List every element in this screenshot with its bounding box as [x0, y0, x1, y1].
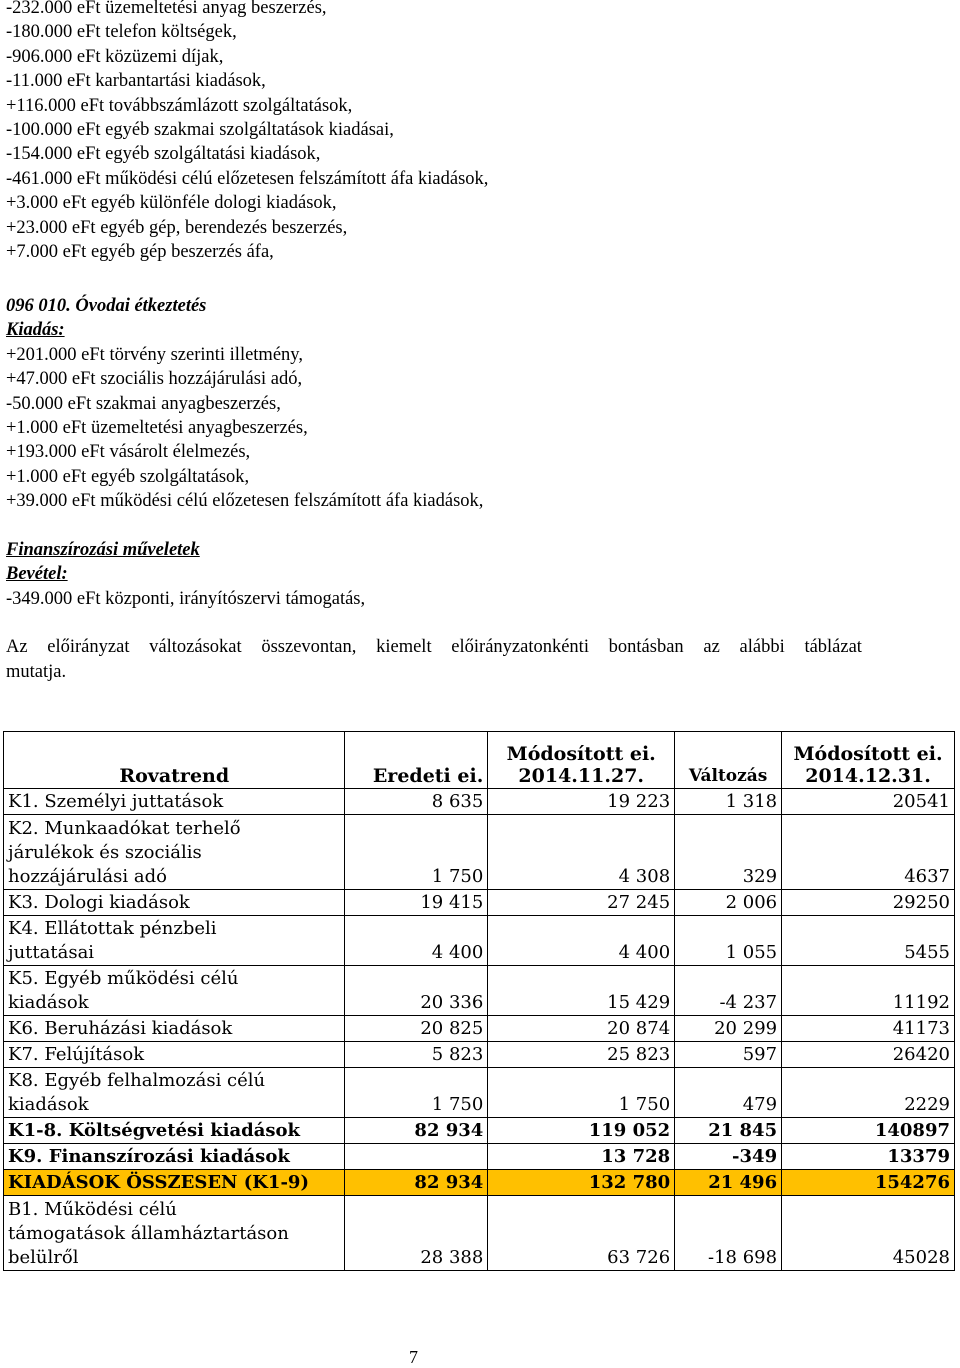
- row-label: KIADÁSOK ÖSSZESEN (K1-9): [4, 1170, 345, 1196]
- table-row: [4, 1118, 955, 1144]
- cell-modositott-1: 4 400: [488, 916, 675, 966]
- list-item: -906.000 eFt közüzemi díjak,: [6, 46, 224, 67]
- paragraph-word: alábbi: [739, 637, 785, 657]
- list-item: +47.000 eFt szociális hozzájárulási adó,: [6, 369, 303, 390]
- row-label: K6. Beruházási kiadások: [4, 1016, 345, 1042]
- list-item: +7.000 eFt egyéb gép beszerzés áfa,: [6, 242, 274, 263]
- header-eredeti: Eredeti ei.: [345, 732, 488, 789]
- list-item: +193.000 eFt vásárolt élelmezés,: [6, 442, 251, 463]
- cell-modositott-1: 19 223: [488, 789, 675, 815]
- cell-modositott-1: 25 823: [488, 1042, 675, 1068]
- cell-valtozas: 21 496: [675, 1170, 782, 1196]
- list-item: -50.000 eFt szakmai anyagbeszerzés,: [6, 393, 281, 414]
- section-title: Finanszírozási műveletek: [6, 540, 200, 560]
- cell-modositott-1: 132 780: [488, 1170, 675, 1196]
- cell-modositott-1: 63 726: [488, 1196, 675, 1271]
- table-header-row: [4, 732, 955, 789]
- page-number: 7: [409, 1347, 418, 1367]
- header-modositott-2: [782, 732, 955, 789]
- header-modositott-1-label: Módosított ei.: [506, 743, 656, 765]
- cell-eredeti: 1 750: [345, 1068, 488, 1118]
- table-row: [4, 815, 955, 890]
- header-modositott-2-label: Módosított ei.: [793, 743, 943, 765]
- cell-modositott-1: 15 429: [488, 966, 675, 1016]
- list-item: -100.000 eFt egyéb szakmai szolgáltatások kiadásai,: [6, 120, 394, 141]
- list-item: -232.000 eFt üzemeltetési anyag beszerzés,: [6, 0, 327, 18]
- header-modositott-1: [488, 732, 675, 789]
- paragraph-word: előirányzatonkénti: [451, 637, 589, 657]
- cell-modositott-2: 13379: [782, 1144, 955, 1170]
- section-items: [6, 587, 365, 611]
- table-row: [4, 916, 955, 966]
- summary-paragraph: [6, 635, 866, 684]
- list-item: +23.000 eFt egyéb gép, berendezés beszerzés,: [6, 217, 348, 238]
- table-row: [4, 1068, 955, 1118]
- header-valtozas: Változás: [675, 732, 782, 789]
- cell-modositott-2: 45028: [782, 1196, 955, 1271]
- cell-eredeti: 82 934: [345, 1118, 488, 1144]
- cell-valtozas: -18 698: [675, 1196, 782, 1271]
- section-title: 096 010. Óvodai étkeztetés: [6, 296, 207, 316]
- table-row: [4, 966, 955, 1016]
- cell-modositott-1: 20 874: [488, 1016, 675, 1042]
- cell-modositott-2: 41173: [782, 1016, 955, 1042]
- cell-modositott-2: 26420: [782, 1042, 955, 1068]
- table-body: [4, 789, 955, 1271]
- table-row: [4, 1170, 955, 1196]
- row-label: K1. Személyi juttatások: [4, 789, 345, 815]
- row-label: B1. Működési célú támogatások államháztartáson belülről: [4, 1196, 345, 1271]
- paragraph-word: bontásban: [608, 637, 684, 657]
- cell-valtozas: 2 006: [675, 890, 782, 916]
- paragraph-line-1: [6, 635, 862, 660]
- cell-eredeti: 8 635: [345, 789, 488, 815]
- cell-eredeti: 82 934: [345, 1170, 488, 1196]
- list-item: +3.000 eFt egyéb különféle dologi kiadások,: [6, 193, 337, 214]
- table-row: [4, 1016, 955, 1042]
- table-row: [4, 789, 955, 815]
- row-label: K8. Egyéb felhalmozási célú kiadások: [4, 1068, 345, 1118]
- cell-modositott-1: 119 052: [488, 1118, 675, 1144]
- table-row: [4, 1042, 955, 1068]
- cell-modositott-1: 13 728: [488, 1144, 675, 1170]
- header-modositott-1-date: 2014.11.27.: [518, 765, 645, 787]
- paragraph-word: előirányzat: [47, 637, 130, 657]
- cell-modositott-2: 11192: [782, 966, 955, 1016]
- paragraph-line-2: mutatja.: [6, 661, 67, 682]
- cell-valtozas: 1 318: [675, 789, 782, 815]
- row-label: K9. Finanszírozási kiadások: [4, 1144, 345, 1170]
- cell-valtozas: 20 299: [675, 1016, 782, 1042]
- cell-valtozas: 329: [675, 815, 782, 890]
- cell-modositott-1: 1 750: [488, 1068, 675, 1118]
- paragraph-word: Az: [6, 637, 28, 657]
- list-item: +1.000 eFt üzemeltetési anyagbeszerzés,: [6, 418, 308, 439]
- cell-modositott-2: 20541: [782, 789, 955, 815]
- table-row: [4, 890, 955, 916]
- list-item: -180.000 eFt telefon költségek,: [6, 22, 237, 43]
- cell-valtozas: -4 237: [675, 966, 782, 1016]
- cell-eredeti: 5 823: [345, 1042, 488, 1068]
- expense-change-list: [6, 0, 488, 264]
- header-rovatrend: Rovatrend: [4, 732, 345, 789]
- cell-modositott-2: 4637: [782, 815, 955, 890]
- list-item: -11.000 eFt karbantartási kiadások,: [6, 71, 266, 92]
- header-modositott-2-date: 2014.12.31.: [805, 765, 931, 787]
- list-item: +1.000 eFt egyéb szolgáltatások,: [6, 466, 250, 487]
- section-subtitle: Bevétel:: [6, 564, 68, 585]
- paragraph-word: az: [703, 637, 720, 657]
- section-subtitle: Kiadás:: [6, 320, 65, 341]
- list-item: +39.000 eFt működési célú előzetesen felszámított áfa kiadások,: [6, 491, 484, 512]
- cell-modositott-2: 154276: [782, 1170, 955, 1196]
- cell-modositott-2: 5455: [782, 916, 955, 966]
- cell-eredeti: 20 336: [345, 966, 488, 1016]
- cell-eredeti: [345, 1144, 488, 1170]
- cell-eredeti: 4 400: [345, 916, 488, 966]
- cell-modositott-1: 27 245: [488, 890, 675, 916]
- paragraph-word: táblázat: [804, 637, 862, 657]
- cell-valtozas: 1 055: [675, 916, 782, 966]
- list-item: +201.000 eFt törvény szerinti illetmény,: [6, 344, 303, 365]
- cell-modositott-1: 4 308: [488, 815, 675, 890]
- paragraph-word: kiemelt: [376, 637, 432, 657]
- table-row: [4, 1144, 955, 1170]
- cell-modositott-2: 2229: [782, 1068, 955, 1118]
- appropriation-table: [3, 731, 955, 1271]
- paragraph-word: összevontan,: [261, 637, 357, 657]
- cell-eredeti: 28 388: [345, 1196, 488, 1271]
- cell-modositott-2: 140897: [782, 1118, 955, 1144]
- list-item: -461.000 eFt működési célú előzetesen felszámított áfa kiadások,: [6, 168, 489, 189]
- section-financing: [6, 538, 365, 611]
- cell-eredeti: 19 415: [345, 890, 488, 916]
- row-label: K7. Felújítások: [4, 1042, 345, 1068]
- list-item: -349.000 eFt központi, irányítószervi támogatás,: [6, 588, 366, 609]
- section-ovodai: [6, 294, 483, 514]
- row-label: K1-8. Költségvetési kiadások: [4, 1118, 345, 1144]
- cell-valtozas: -349: [675, 1144, 782, 1170]
- row-label: K3. Dologi kiadások: [4, 890, 345, 916]
- section-items: [6, 343, 483, 514]
- paragraph-word: változásokat: [149, 637, 242, 657]
- cell-eredeti: 20 825: [345, 1016, 488, 1042]
- cell-valtozas: 479: [675, 1068, 782, 1118]
- row-label: K2. Munkaadókat terhelő járulékok és szociális hozzájárulási adó: [4, 815, 345, 890]
- cell-modositott-2: 29250: [782, 890, 955, 916]
- cell-eredeti: 1 750: [345, 815, 488, 890]
- list-item: -154.000 eFt egyéb szolgáltatási kiadások,: [6, 144, 321, 165]
- table-row: [4, 1196, 955, 1271]
- list-item: +116.000 eFt továbbszámlázott szolgáltatások,: [6, 95, 353, 116]
- row-label: K5. Egyéb működési célú kiadások: [4, 966, 345, 1016]
- cell-valtozas: 597: [675, 1042, 782, 1068]
- cell-valtozas: 21 845: [675, 1118, 782, 1144]
- row-label: K4. Ellátottak pénzbeli juttatásai: [4, 916, 345, 966]
